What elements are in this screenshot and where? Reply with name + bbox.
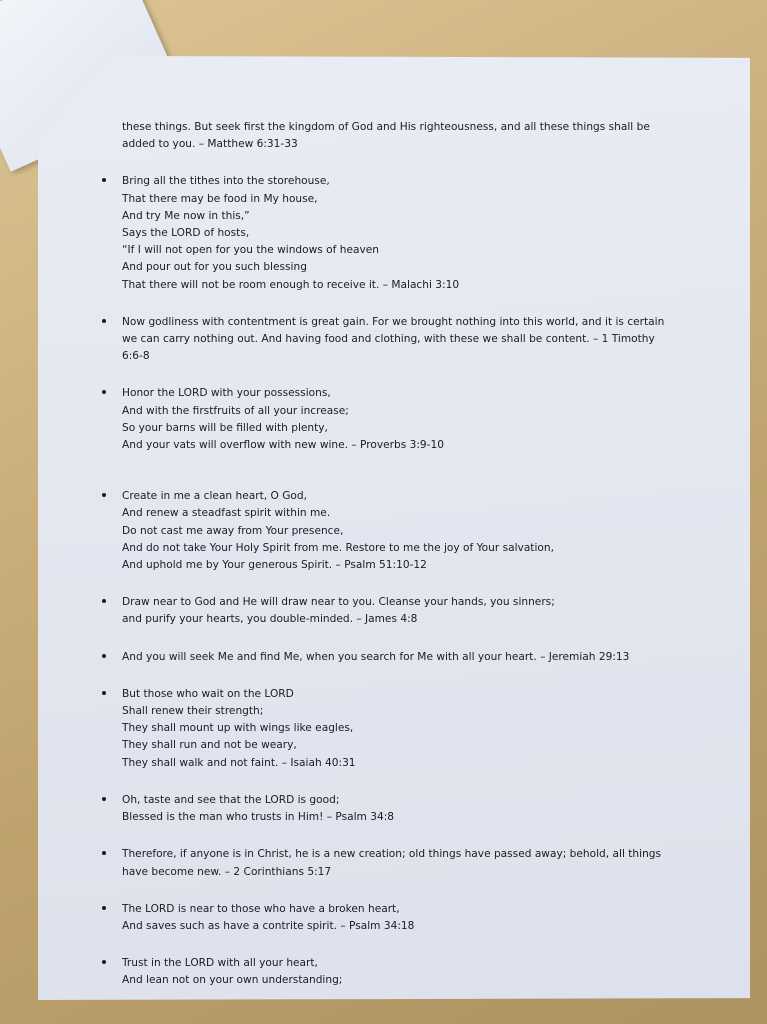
verse-line: Draw near to God and He will draw near to you. Cleanse your hands, you sinners; [122, 596, 555, 609]
verse-line: Honor the LORD with your possessions, [122, 387, 331, 400]
verse-line: Now godliness with contentment is great gain. For we brought nothing into this world, and it is certain [122, 315, 665, 328]
verse-psalm-51 [122, 488, 682, 574]
verse-malachi [122, 173, 682, 293]
verse-line: “If I will not open for you the windows of heaven [122, 244, 379, 257]
verse-line: Therefore, if anyone is in Christ, he is a new creation; old things have passed away; behold, all things [122, 848, 662, 861]
verse-isaiah [122, 686, 682, 772]
verse-corinthians [122, 846, 682, 880]
intro-passage [122, 119, 682, 153]
bullet-icon [102, 654, 106, 658]
verse-line: And you will seek Me and find Me, when you search for Me with all your heart. – Jeremiah 29:13 [122, 650, 630, 663]
verse-line: Shall renew their strength; [122, 705, 264, 718]
verse-line: That there may be food in My house, [122, 192, 318, 205]
verse-proverbs [122, 385, 682, 454]
bullet-icon [102, 906, 106, 910]
verse-line: Says the LORD of hosts, [122, 227, 250, 240]
verse-line: And lean not on your own understanding; [122, 974, 343, 987]
verse-line: Create in me a clean heart, O God, [122, 490, 307, 503]
verse-line: 6:6-8 [122, 350, 150, 363]
verse-line: And try Me now in this,” [122, 209, 250, 222]
verse-line: Blessed is the man who trusts in Him! – Psalm 34:8 [122, 811, 395, 824]
verse-james [122, 594, 682, 628]
verse-line: So your barns will be filled with plenty, [122, 421, 328, 434]
verse-proverbs-trust [122, 955, 682, 989]
verse-line: The LORD is near to those who have a broken heart, [122, 902, 400, 915]
verse-line: They shall walk and not faint. – Isaiah 40:31 [122, 756, 356, 769]
verse-line: Trust in the LORD with all your heart, [122, 957, 318, 970]
verse-line: And pour out for you such blessing [122, 261, 307, 274]
verse-line: They shall run and not be weary, [122, 739, 297, 752]
verse-line: And uphold me by Your generous Spirit. – Psalm 51:10-12 [122, 559, 427, 572]
verse-line: And do not take Your Holy Spirit from me. Restore to me the joy of Your salvation, [122, 541, 554, 554]
verse-psalm-34-8 [122, 792, 682, 826]
verse-line: Bring all the tithes into the storehouse, [122, 175, 330, 188]
verse-line: Oh, taste and see that the LORD is good; [122, 793, 340, 806]
verse-line: But those who wait on the LORD [122, 687, 294, 700]
page-content [122, 119, 682, 1010]
verse-line: They shall mount up with wings like eagles, [122, 722, 354, 735]
bullet-icon [102, 797, 106, 801]
bullet-icon [102, 319, 106, 323]
verse-line: And saves such as have a contrite spirit. – Psalm 34:18 [122, 919, 415, 932]
intro-line: these things. But seek first the kingdom of God and His righteousness, and all these things shall be [122, 121, 650, 133]
verse-line: And with the firstfruits of all your increase; [122, 404, 349, 417]
verse-line: And your vats will overflow with new wine. – Proverbs 3:9-10 [122, 439, 444, 452]
verse-line: And renew a steadfast spirit within me. [122, 507, 331, 520]
verse-line: Do not cast me away from Your presence, [122, 524, 344, 537]
verse-psalm-34-18 [122, 901, 682, 935]
verse-jeremiah [122, 649, 682, 666]
verse-line: we can carry nothing out. And having food and clothing, with these we shall be content. – 1 Timothy [122, 333, 655, 346]
verse-line: have become new. – 2 Corinthians 5:17 [122, 865, 332, 878]
verse-line: That there will not be room enough to receive it. – Malachi 3:10 [122, 278, 460, 291]
intro-line: added to you. – Matthew 6:31-33 [122, 138, 298, 151]
verse-timothy [122, 314, 682, 366]
verse-line: and purify your hearts, you double-minded. – James 4:8 [122, 613, 418, 626]
bullet-icon [102, 691, 106, 695]
